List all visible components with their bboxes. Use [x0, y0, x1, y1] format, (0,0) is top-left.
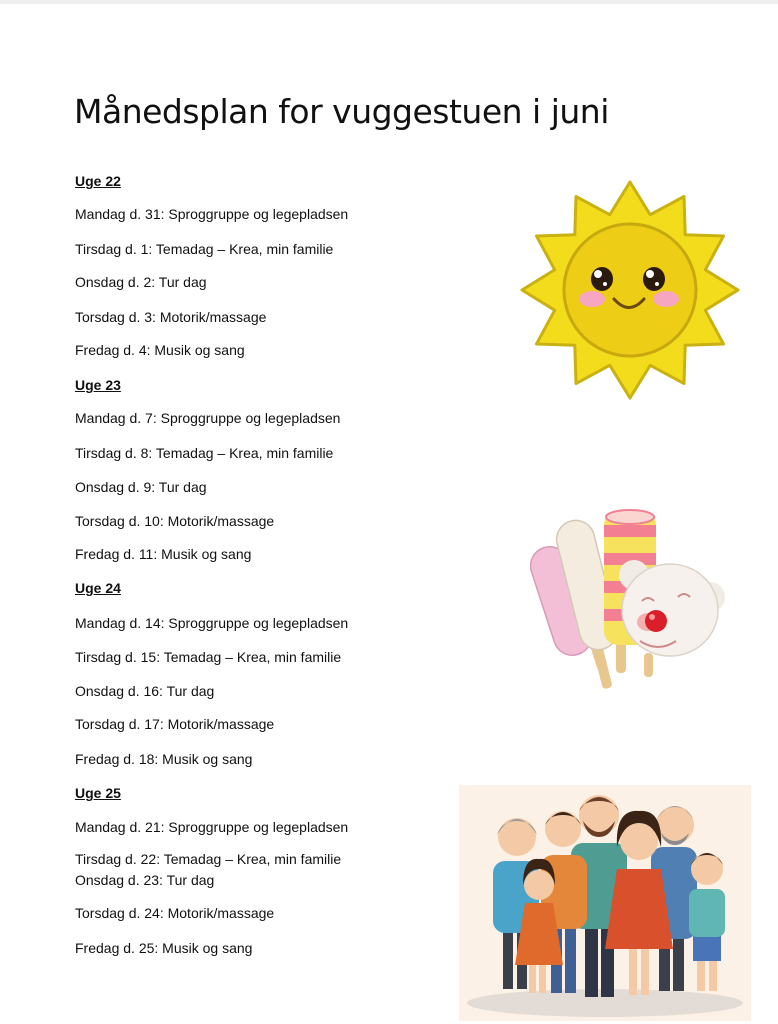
- schedule-line: Fredag d. 18: Musik og sang: [75, 751, 253, 767]
- ice-cream-illustration: [530, 505, 730, 695]
- schedule-line: Fredag d. 4: Musik og sang: [75, 342, 245, 358]
- schedule-line: Torsdag d. 17: Motorik/massage: [75, 716, 275, 732]
- schedule-line: Onsdag d. 16: Tur dag: [75, 683, 215, 699]
- schedule-line: Tirsdag d. 1: Temadag – Krea, min familie: [75, 241, 334, 257]
- schedule-line: Torsdag d. 24: Motorik/massage: [75, 905, 275, 921]
- schedule-line: Tirsdag d. 15: Temadag – Krea, min familie: [75, 649, 342, 665]
- schedule-line: Tirsdag d. 8: Temadag – Krea, min familie: [75, 445, 334, 461]
- schedule-line: Onsdag d. 9: Tur dag: [75, 479, 207, 495]
- schedule-line: Mandag d. 7: Sproggruppe og legepladsen: [75, 410, 341, 426]
- schedule-line: Torsdag d. 10: Motorik/massage: [75, 513, 275, 529]
- schedule-line: Onsdag d. 23: Tur dag: [75, 872, 215, 888]
- bear-ice-cream-icon: [619, 560, 725, 656]
- top-divider: [0, 0, 778, 4]
- week-heading-22: Uge 22: [75, 173, 121, 189]
- week-heading-23: Uge 23: [75, 377, 121, 393]
- schedule-line: Mandag d. 21: Sproggruppe og legepladsen: [75, 819, 349, 835]
- schedule-line: Onsdag d. 2: Tur dag: [75, 274, 207, 290]
- schedule-line: Tirsdag d. 22: Temadag – Krea, min familie: [75, 851, 342, 867]
- week-heading-24: Uge 24: [75, 580, 121, 596]
- schedule-line: Torsdag d. 3: Motorik/massage: [75, 309, 267, 325]
- schedule-line: Fredag d. 25: Musik og sang: [75, 940, 253, 956]
- schedule-line: Mandag d. 14: Sproggruppe og legepladsen: [75, 615, 349, 631]
- schedule-line: Fredag d. 11: Musik og sang: [75, 546, 252, 562]
- week-heading-25: Uge 25: [75, 785, 121, 801]
- page-title: Månedsplan for vuggestuen i juni: [74, 92, 609, 131]
- sun-illustration: [518, 178, 750, 402]
- schedule-line: Mandag d. 31: Sproggruppe og legepladsen: [75, 206, 349, 222]
- family-illustration: [459, 785, 751, 1021]
